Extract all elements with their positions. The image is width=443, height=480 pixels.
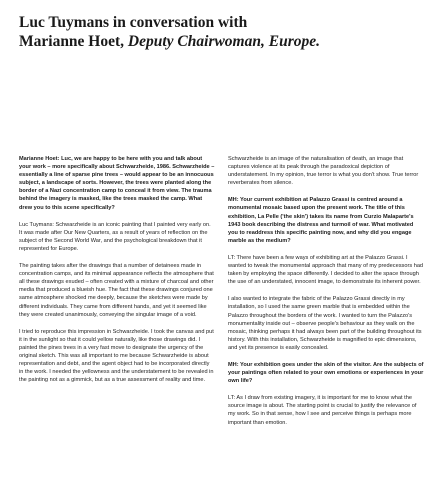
question-1: Marianne Hoet: Luc, we are happy to be here with you and talk about your work – more specifically about Schwarzheide, 1986. Schwarzheide – essentially a line of sparse pine trees – would appear to be an innocuous subject, a landscape of sorts. However, the trees were planted along the border of a Nazi concentration camp to conceal it from view. The trauma behind the imagery is masked, like the trees masked the camp. What drew you to this scene specifically? — [19, 156, 215, 211]
answer-paragraph-3: I tried to reproduce this impression in Schwarzheide. I took the canvas and put it in the sunlight so that it could yellow naturally, like those drawings did. I painted the pines trees in a very fast move to designate the urgency of the original sketch. This was all important to me because Schwarzheide is about representation and debt, and the agent object had to be incorporated directly in the work. I needed the yellowness and the understatement to be revealed in the painting not as a gimmick, but as a true assessment of reality and time. — [19, 328, 214, 384]
answer-paragraph-1: Luc Tuymans: Schwarzheide is an iconic painting that I painted very early on. It was made after Our New Quarters, as a result of years of reflection on the subject of the Second World War, and the psychological breakdown that it represented for Europe. — [19, 221, 211, 252]
answer-paragraph-6: I also wanted to integrate the fabric of the Palazzo Grassi directly in my installation, so I used the same green marble that is embedded within the Palazzo throughout the borders of the work. I wanted to turn the Palazzo's monumentality inside out – observe people's behaviour as they walk on the mosaic, thinking perhaps it had always been part of the building throughout its history. With this installation, Schwarzheide is magnified to epic dimensions, and yet its presence is easily concealed. — [228, 296, 422, 351]
answer-paragraph-7: LT: As I draw from existing imagery, it is important for me to know what the source image is about. The starting point is crucial to justify the relevance of my work. So in that sense, how I see and perceive things is perhaps more important than emotion. — [228, 395, 417, 426]
answer-paragraph-2: The painting takes after the drawings that a number of detainees made in concentration camps, and its minimal appearance reflects the atmosphere that all these drawings exuded – often created with a mixture of charcoal and other media that produced a blueish hue. The fact that these drawings conjured one same atmosphere shocked me deeply, because the sketches were made by different individuals. They came from different hands, and yet it seemed like they were created unanimously, conveying the singular image of a void. — [19, 263, 214, 318]
article-title — [19, 13, 429, 51]
title-line-2-role: Deputy Chairwoman, Europe. — [127, 33, 320, 50]
question-3: MH: Your exhibition goes under the skin of the visitor. Are the subjects of your paintings often related to your own emotions or experiences in your own life? — [228, 361, 424, 385]
left-column — [19, 155, 215, 393]
right-column — [228, 155, 424, 436]
question-2: MH: Your current exhibition at Palazzo Grassi is centred around a monumental mosaic based upon the present work. The title of this exhibition, La Pelle ('the skin') takes its name from Curzio Malaparte's 1943 book describing the distress and turmoil of war. What motivated you to readdress this specific painting now, and why did you engage marble as the medium? — [228, 197, 414, 244]
answer-paragraph-5: LT: There have been a few ways of exhibiting art at the Palazzo Grassi. I wanted to tweak the monumental approach that many of my predecessors had taken by employing the space differently. I decided to alter the space through the use of an understated, innocent image, to demonstrate its inherent power. — [228, 254, 424, 286]
answer-paragraph-4: Schwarzheide is an image of the naturalisation of death, an image that captures violence at its peak through the paradoxical depiction of understatement. In my opinion, true terror is what you don't show. True terror reverberates from silence. — [228, 156, 419, 187]
title-line-1: Luc Tuymans in conversation with — [19, 14, 248, 31]
title-line-2-name: Marianne Hoet, — [19, 33, 128, 50]
